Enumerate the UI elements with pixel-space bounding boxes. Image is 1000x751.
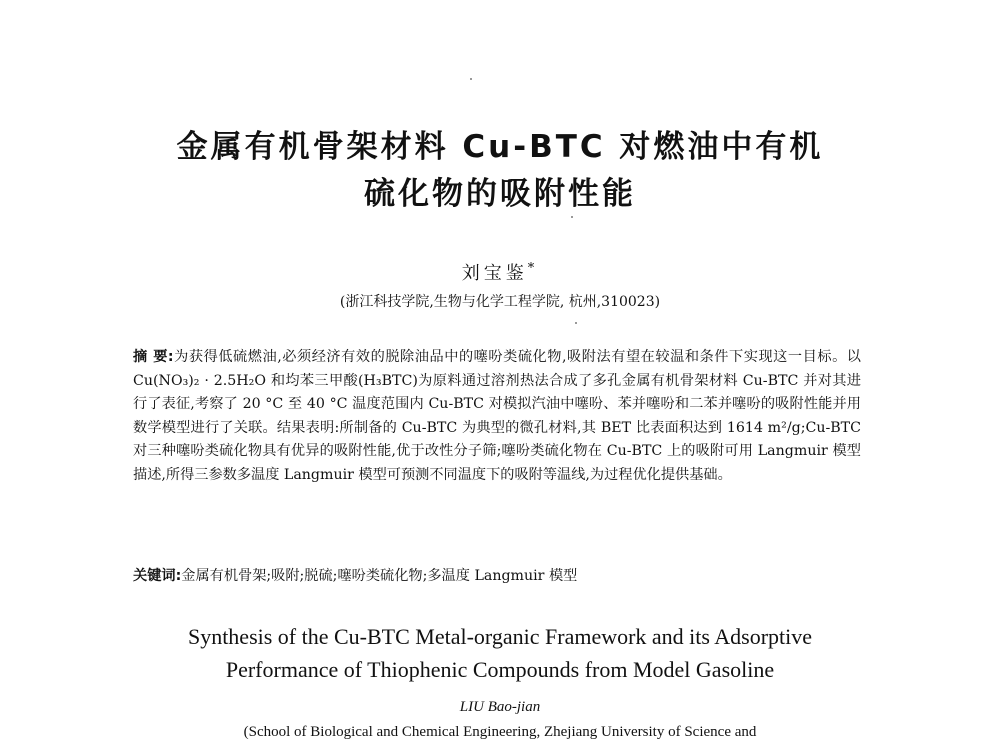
author-en: LIU Bao-jian	[459, 699, 541, 715]
keywords-cn	[133, 565, 861, 588]
keywords-text: 金属有机骨架;吸附;脱硫;噻吩类硫化物;多温度 Langmuir 模型	[181, 568, 578, 584]
affiliation-en: (School of Biological and Chemical Engineering, Zhejiang University of Science and	[243, 724, 757, 740]
author-cn-name: 刘宝鉴	[461, 263, 528, 284]
abstract-text: 为获得低硫燃油,必须经济有效的脱除油品中的噻吩类硫化物,吸附法有望在较温和条件下实现这一目标。以 Cu(NO₃)₂ · 2.5H₂O 和均苯三甲酸(H₃BTC)为原料通过溶剂热法合成了多孔金属有机骨架材料 Cu-BTC 并对其进行了表征,考察了 20 °C 至 40 °C 温度范围内 Cu-BTC 对模拟汽油中噻吩、苯并噻吩和二苯并噻吩的吸附性能并用数学模型进行了关联。结果表明:所制备的 Cu-BTC 为典型的微孔材料,其 BET 比表面积达到 1614 m²/g;Cu-BTC 对三种噻吩类硫化物具有优异的吸附性能,优于改性分子筛;噻吩类硫化物在 Cu-BTC 上的吸附可用 Langmuir 模型描述,所得三参数多温度 Langmuir 模型可预测不同温度下的吸附等温线,为过程优化提供基础。	[133, 349, 861, 483]
author-cn	[0, 259, 1000, 285]
keywords-label: 关键词:	[133, 568, 182, 584]
abstract-label: 摘 要:	[133, 349, 174, 365]
title-cn-line2: 硫化物的吸附性能	[364, 176, 636, 212]
title-en-line1: Synthesis of the Cu-BTC Metal-organic Framework and its Adsorptive	[187, 624, 813, 649]
affiliation-cn: (浙江科技学院,生物与化学工程学院, 杭州,310023)	[339, 294, 661, 310]
title-en-line2: Performance of Thiophenic Compounds from Model Gasoline	[225, 657, 775, 682]
scan-speck	[470, 78, 472, 80]
author-cn-mark: *	[527, 261, 539, 276]
scan-speck	[571, 216, 573, 218]
abstract-cn	[133, 346, 861, 488]
title-cn-line1: 金属有机骨架材料 Cu-BTC 对燃油中有机	[176, 129, 824, 165]
scan-speck	[575, 322, 577, 324]
